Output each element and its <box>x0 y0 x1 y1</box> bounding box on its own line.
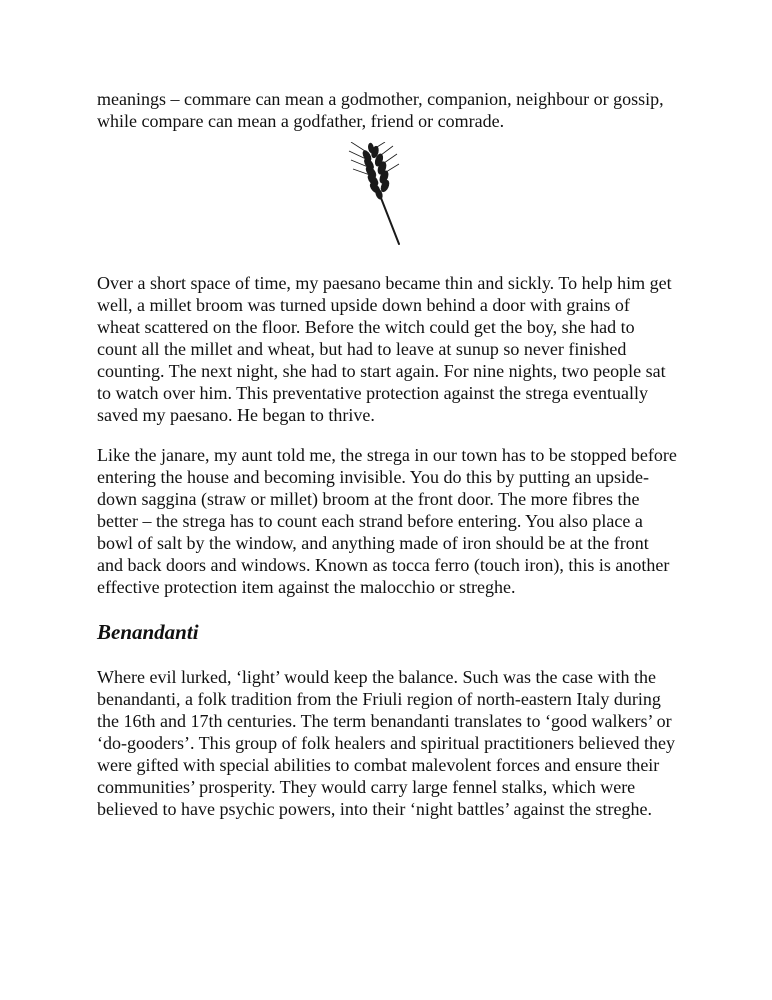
wheat-ear-icon <box>341 142 421 246</box>
paragraph-paesano: Over a short space of time, my paesano became thin and sickly. To help him get well, a millet broom was turned upside down behind a door with grains of wheat scattered on the floor. Before the witch could get the boy, she had to count all the millet and wheat, but had to leave at sunup so never finished counting. The next night, she had to start again. For nine nights, two people sat to watch over him. This preventative protection against the strega eventually saved my paesano. He began to thrive. <box>97 273 672 425</box>
page-body <box>97 88 677 820</box>
section-heading-benandanti: Benandanti <box>97 620 199 644</box>
paragraph-continuation: meanings – commare can mean a godmother, companion, neighbour or gossip, while compare can mean a godfather, friend or comrade. <box>97 89 664 131</box>
paragraph-janare: Like the janare, my aunt told me, the strega in our town has to be stopped before entering the house and becoming invisible. You do this by putting an upside-down saggina (straw or millet) broom at the front door. The more fibres the better – the strega has to count each strand before entering. You also place a bowl of salt by the window, and anything made of iron should be at the front and back doors and windows. Known as tocca ferro (touch iron), this is another effective protection item against the malocchio or streghe. <box>97 445 677 597</box>
paragraph-benandanti: Where evil lurked, ‘light’ would keep the balance. Such was the case with the benandanti, a folk tradition from the Friuli region of north-eastern Italy during the 16th and 17th centuries. The term benandanti translates to ‘good walkers’ or ‘do-gooders’. This group of folk healers and spiritual practitioners believed they were gifted with special abilities to combat malevolent forces and ensure their communities’ prosperity. They would carry large fennel stalks, which were believed to have psychic powers, into their ‘night battles’ against the streghe. <box>97 667 676 819</box>
